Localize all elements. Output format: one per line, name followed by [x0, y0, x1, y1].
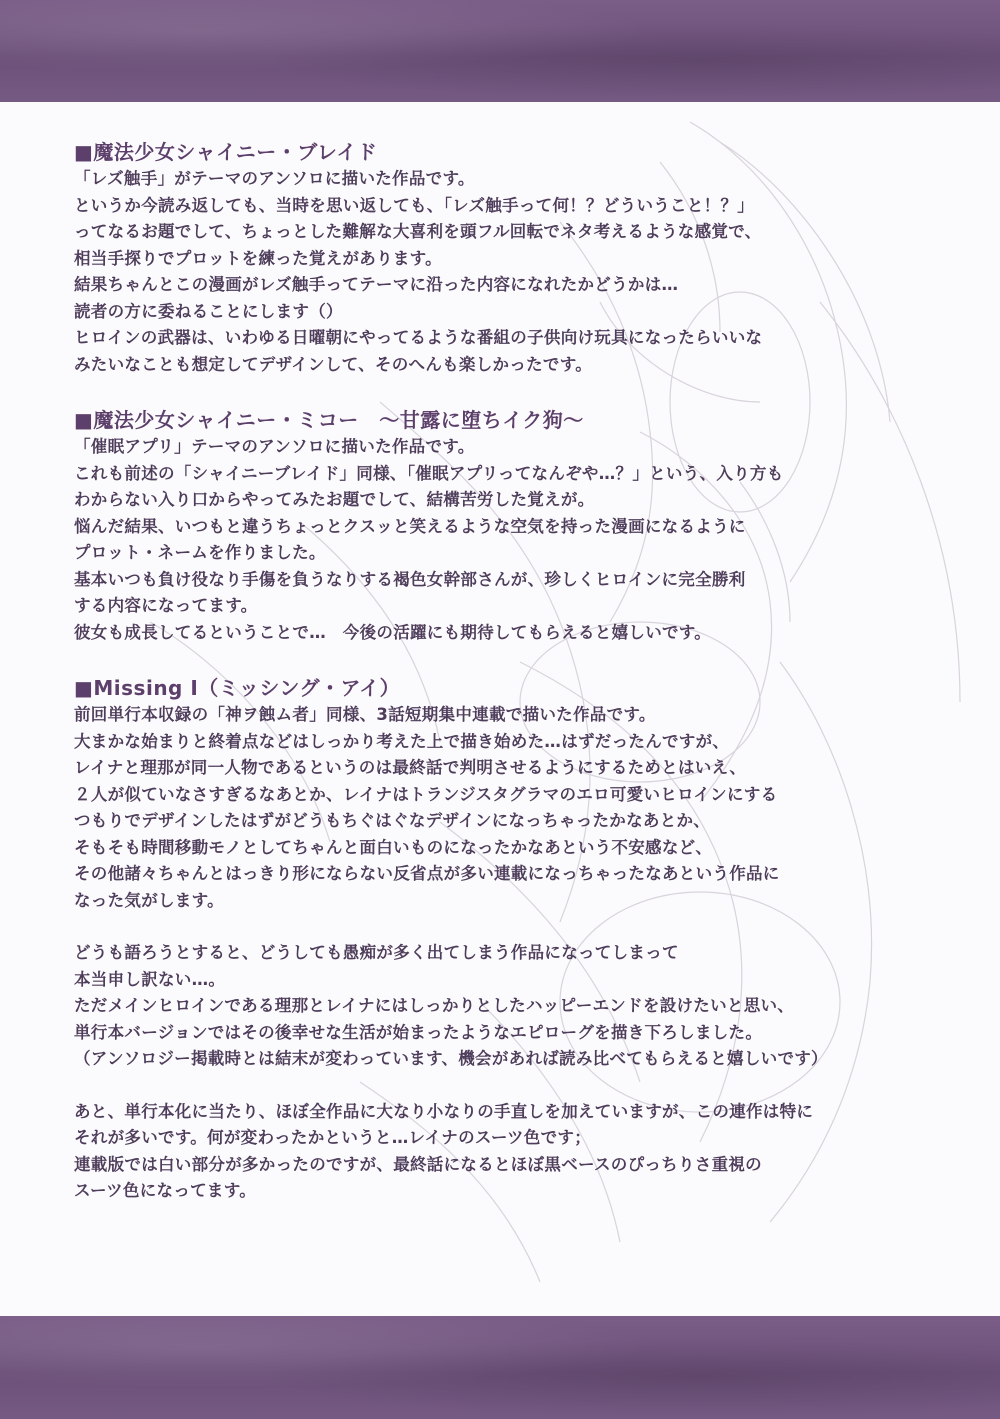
text-line: それが多いです。何が変わったかというと…レイナのスーツ色です； [74, 1128, 592, 1147]
bottom-decorative-band [0, 1316, 1000, 1419]
text-line: 彼女も成長してるということで… 今後の活躍にも期待してもらえると嬉しいです。 [74, 622, 712, 642]
text-line: レイナと理那が同一人物であるというのは最終話で判明させるようにするためとはいえ、 [74, 758, 747, 777]
section-title: ■魔法少女シャイニー・ブレイド [74, 140, 378, 164]
text-line: その他諸々ちゃんとはっきり形にならない反省点が多い連載になっちゃったなあという作品に [74, 864, 780, 883]
afterword-text [74, 138, 924, 1205]
text-line: これも前述の「シャイニーブレイド」同様、「催眠アプリってなんぞや…？」という、入り方も [74, 463, 784, 483]
text-line: ただメインヒロインである理那とレイナにはしっかりとしたハッピーエンドを設けたいと思い、 [74, 996, 795, 1015]
text-line: みたいなことも想定してデザインして、そのへんも楽しかったです。 [74, 354, 592, 374]
section-title: ■魔法少女シャイニー・ミコー ～甘露に堕ちイク狗～ [74, 408, 584, 432]
text-line: 「レズ触手」がテーマのアンソロに描いた作品です。 [74, 169, 475, 188]
text-line: どうも語ろうとすると、どうしても愚痴が多く出てしまう作品になってしまって [74, 943, 679, 962]
text-line: というか今読み返しても、当時を思い返しても、「レズ触手って何！？どういうこと！？」 [74, 195, 755, 215]
text-line: つもりでデザインしたはずがどうもちぐはぐなデザインになっちゃったかなあとか、 [74, 811, 711, 830]
text-line: なった気がします。 [74, 890, 224, 910]
section-shiny-blade [74, 138, 924, 378]
text-line: ヒロインの武器は、いわゆる日曜朝にやってるような番組の子供向け玩具になったらいいな [74, 328, 763, 347]
text-line: ってなるお題でして、ちょっとした難解な大喜利を頭フル回転でネタ考えるような感覚で、 [74, 222, 762, 241]
text-line: （アンソロジー掲載時とは結末が変わっています、機会があれば読み比べてもらえると嬉しいです） [74, 1049, 828, 1068]
text-line: そもそも時間移動モノとしてちゃんと面白いものになったかなあという不安感など、 [74, 837, 713, 857]
text-line: 結果ちゃんとこの漫画がレズ触手ってテーマに沿った内容になれたかどうかは… [74, 275, 679, 294]
text-line: ２人が似ていなさすぎるなあとか、レイナはトランジスタグラマのエロ可愛いヒロインにする [74, 784, 778, 804]
spacer [74, 646, 924, 674]
top-decorative-band [0, 0, 1000, 102]
text-line: 基本いつも負け役なり手傷を負うなりする褐色女幹部さんが、珍しくヒロインに完全勝利 [74, 569, 746, 589]
text-line: 悩んだ結果、いつもと違うちょっとクスッと笑えるような空気を持った漫画になるように [74, 516, 746, 536]
section-missing-i [74, 674, 924, 1205]
text-line: する内容になってます。 [74, 596, 258, 615]
section-shiny-miko [74, 406, 924, 646]
text-line: 前回単行本収録の「神ヲ蝕ム者」同様、3話短期集中連載で描いた作品です。 [74, 705, 656, 724]
spacer [74, 914, 924, 940]
text-line: 読者の方に委ねることにします（） [74, 301, 343, 321]
text-line: あと、単行本化に当たり、ほぼ全作品に大なり小なりの手直しを加えていますが、この連作は特に [74, 1101, 814, 1121]
text-line: スーツ色になってます。 [74, 1181, 256, 1200]
text-line: プロット・ネームを作りました。 [74, 543, 326, 562]
spacer [74, 1073, 924, 1099]
text-line: 「催眠アプリ」テーマのアンソロに描いた作品です。 [74, 437, 475, 456]
text-line: 大まかな始まりと終着点などはしっかり考えた上で描き始めた…はずだったんですが、 [74, 731, 730, 751]
spacer [74, 378, 924, 406]
text-line: 本当申し訳ない…。 [74, 969, 226, 989]
section-title: ■Missing I（ミッシング・アイ） [74, 676, 401, 700]
text-line: わからない入り口からやってみたお題でして、結構苦労した覚えが。 [74, 490, 595, 509]
text-line: 連載版では白い部分が多かったのですが、最終話になるとほぼ黒ベースのぴっちりさ重視の [74, 1154, 762, 1174]
text-line: 単行本バージョンではその後幸せな生活が始まったようなエピローグを描き下ろしました。 [74, 1022, 763, 1042]
text-line: 相当手探りでプロットを練った覚えがあります。 [74, 248, 442, 268]
